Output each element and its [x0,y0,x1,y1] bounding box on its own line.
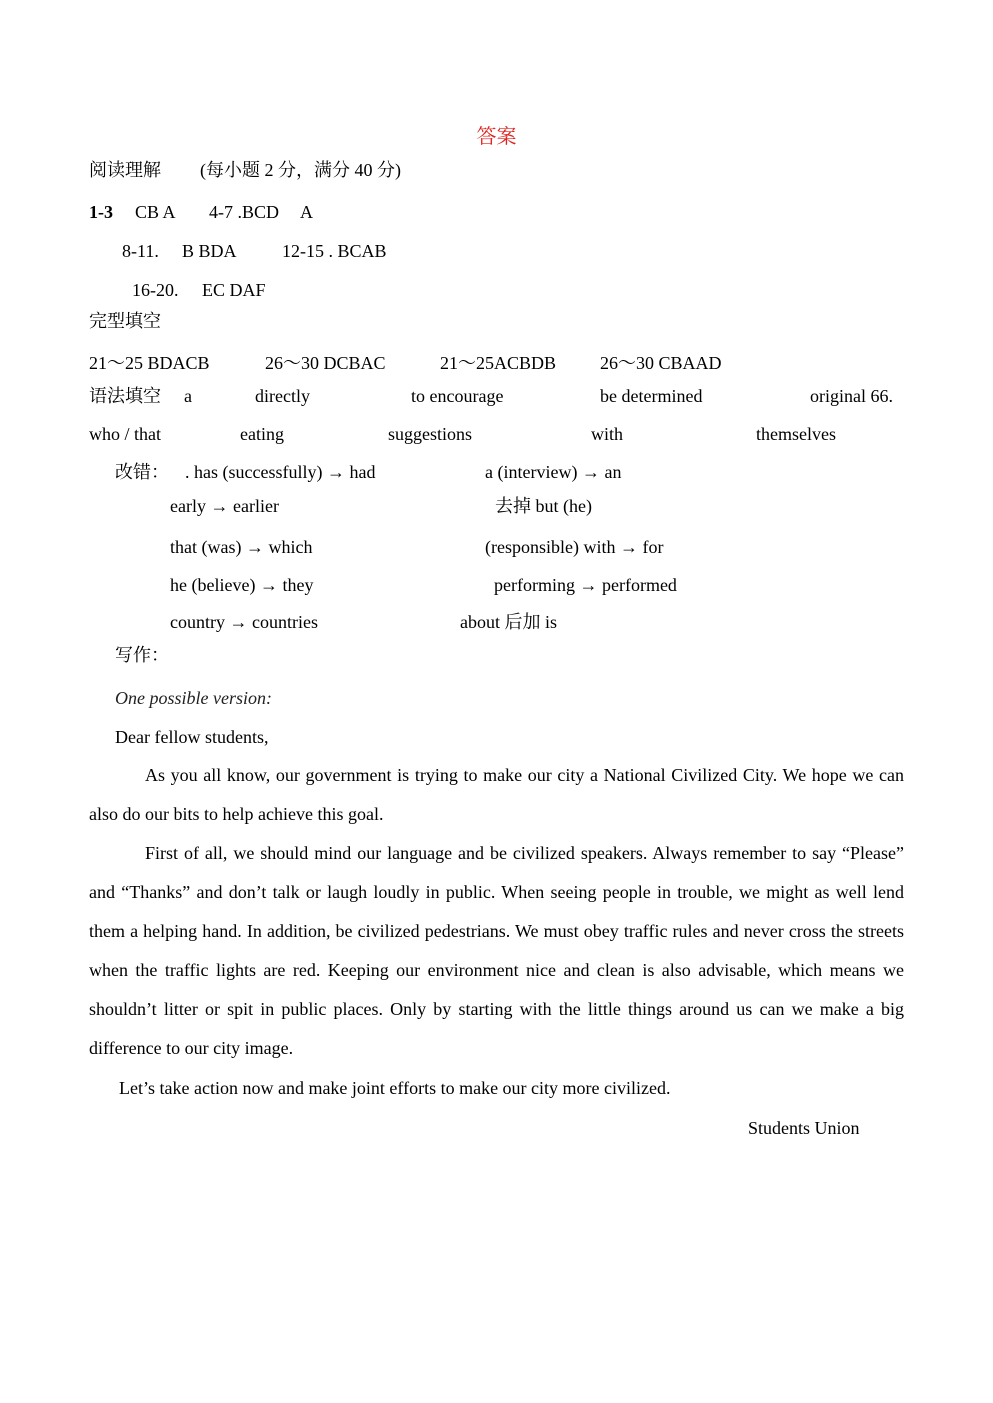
correction-item: (responsible) with → for [485,537,664,557]
grammar-heading: 语法填空 [89,386,161,406]
cloze-item: 21～25ACBDB [440,353,557,373]
letter-paragraph-1-text: As you all know, our government is trying to make our city a National Civilized City. We hope we can also do our bits to help achieve this goal. [89,765,904,824]
grammar-answer: a [184,386,192,406]
correction-item: performing → performed [494,575,677,595]
letter-paragraph-2 [89,834,904,1068]
grammar-answer: eating [240,424,284,444]
correction-item: 去掉 but (he) [495,496,592,516]
grammar-answer: be determined [600,386,703,406]
cloze-item: 26～30 DCBAC [265,353,386,373]
correction-item: about 后加 is [460,612,557,632]
cloze-heading: 完型填空 [89,311,161,331]
writing-heading: 写作： [115,645,169,665]
reading-range-8-11: 8-11. [122,241,159,261]
grammar-answer: who / that [89,424,161,444]
reading-answers-8-11: B BDA [182,241,237,261]
reading-range-4-7: 4-7 .BCD [209,202,280,222]
letter-signature: Students Union [748,1118,860,1138]
reading-score-note: (每小题 2 分，满分 40 分) [200,160,401,180]
letter-paragraph-2-text: First of all, we should mind our language and be civilized speakers. Always remember to say “Please” and “Thanks” and don’t talk or laugh loudly in public. When seeing people in trouble, we might as well lend them a helping hand. In addition, be civilized pedestrians. We must obey traffic rules and never cross the streets when the traffic lights are red. Keeping our environment nice and clean is also advisable, which means we shouldn’t litter or spit in public places. Only by starting with the little things around us can we make a big difference to our city image. [89,843,904,1058]
correction-heading: 改错： [115,462,169,482]
grammar-answer: original 66. [810,386,893,406]
reading-heading: 阅读理解 [89,160,161,180]
reading-answers-16-20: EC DAF [202,280,266,300]
letter-paragraph-3: Let’s take action now and make joint efforts to make our city more civilized. [119,1078,671,1098]
reading-answers-1-3: CB A [135,202,176,222]
letter-greeting: Dear fellow students, [115,727,269,747]
correction-item: country → countries [170,612,318,632]
reading-range-1-3: 1-3 [89,202,113,222]
grammar-answer: directly [255,386,310,406]
reading-range-16-20: 16-20. [132,280,179,300]
grammar-answer: themselves [756,424,836,444]
page-title: 答案 [476,126,517,148]
letter-paragraph-1 [89,756,904,834]
correction-item: that (was) → which [170,537,313,557]
cloze-item: 21～25 BDACB [89,353,210,373]
correction-item: he (believe) → they [170,575,314,595]
correction-item: early → earlier [170,496,279,516]
grammar-answer: with [591,424,624,444]
grammar-answer: suggestions [388,424,473,444]
cloze-item: 26～30 CBAAD [600,353,722,373]
reading-answers-4-7: A [300,202,313,222]
writing-version-label: One possible version: [115,688,272,708]
correction-item: a (interview) → an [485,462,622,482]
grammar-answer: to encourage [411,386,504,406]
reading-range-12-15: 12-15 . BCAB [282,241,387,261]
correction-item: . has (successfully) → had [185,462,376,482]
